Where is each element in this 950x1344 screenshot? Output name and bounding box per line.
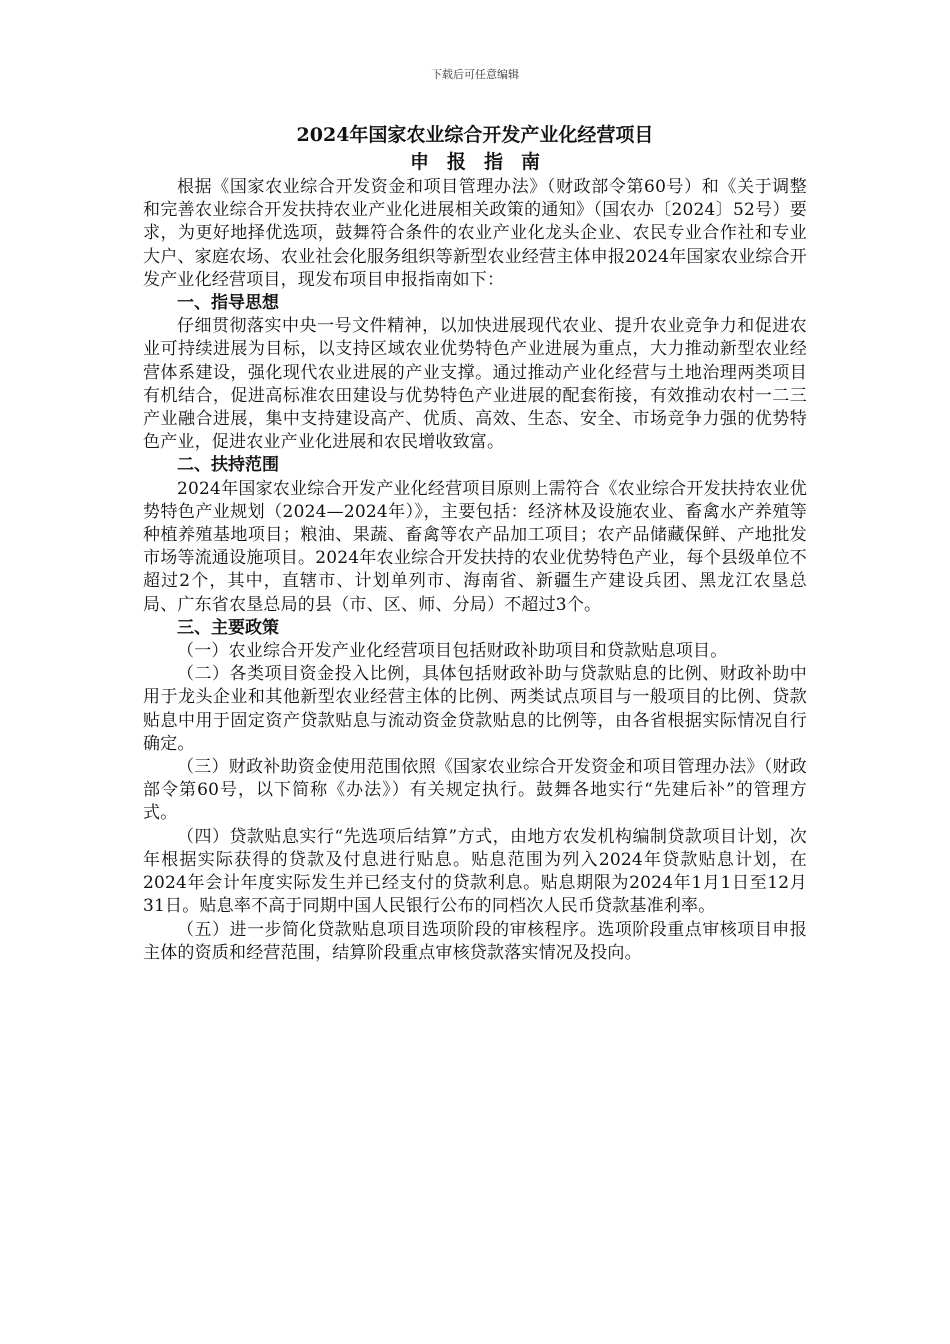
section-heading-guiding-ideology: 一、指导思想 [177,293,279,314]
document-title: 2024年国家农业综合开发产业化经营项目 [296,124,654,146]
document-body [143,122,807,965]
policy-item-3: （三）财政补助资金使用范围依照《国家农业综合开发资金和项目管理办法》（财政部令第60号，以下简称《办法》）有关规定执行。鼓舞各地实行“先建后补”的管理方式。 [143,757,807,824]
section-heading-main-policies: 三、主要政策 [177,617,279,638]
policy-item-2: （二）各类项目资金投入比例，具体包括财政补助与贷款贴息的比例、财政补助中用于龙头企业和其他新型农业经营主体的比例、两类试点项目与一般项目的比例、贷款贴息中用于固定资产贷款贴息与流动资金贷款贴息的比例等，由各省根据实际情况自行确定。 [143,664,807,754]
policy-item-4: （四）贷款贴息实行“先选项后结算”方式，由地方农发机构编制贷款项目计划，次年根据实际获得的贷款及付息进行贴息。贴息范围为列入2024年贷款贴息计划，在2024年会计年度实际发生并已经支付的贷款利息。贴息期限为2024年1月1日至12月31日。贴息率不高于同期中国人民银行公布的同档次人民币贷款基准利率。 [143,826,807,917]
intro-paragraph: 根据《国家农业综合开发资金和项目管理办法》（财政部令第60号）和《关于调整和完善农业综合开发扶持农业产业化进展相关政策的通知》（国农办〔2024〕52号）要求，为更好地择优选项，鼓舞符合条件的农业产业化龙头企业、农民专业合作社和专业大户、家庭农场、农业社会化服务组织等新型农业经营主体申报2024年国家农业综合开发产业化经营项目，现发布项目申报指南如下： [143,177,808,290]
header-note: 下载后可任意编辑 [431,68,519,81]
section-paragraph: 仔细贯彻落实中央一号文件精神，以加快进展现代农业、提升农业竞争力和促进农业可持续进展为目标，以支持区域农业优势特色产业进展为重点，大力推动新型农业经营体系建设，强化现代农业进展的产业支撑。通过推动产业化经营与土地治理两类项目有机结合，促进高标准农田建设与优势特色产业进展的配套衔接，有效推动农村一二三产业融合进展，集中支持建设高产、优质、高效、生态、安全、市场竞争力强的优势特色产业，促进农业产业化进展和农民增收致富。 [143,316,807,453]
section-paragraph: 2024年国家农业综合开发产业化经营项目原则上需符合《农业综合开发扶持农业优势特色产业规划（2024—2024年）》，主要包括：经济林及设施农业、畜禽水产养殖等种植养殖基地项目；粮油、果蔬、畜禽等农产品加工项目；农产品储藏保鲜、产地批发市场等流通设施项目。2024年农业综合开发扶持的农业优势特色产业，每个县级单位不超过2个，其中，直辖市、计划单列市、海南省、新疆生产建设兵团、黑龙江农垦总局、广东省农垦总局的县（市、区、师、分局）不超过3个。 [143,478,807,615]
section-heading-support-scope: 二、扶持范围 [177,455,279,476]
document-subtitle: 申报指南 [409,151,558,173]
policy-item-1: （一）农业综合开发产业化经营项目包括财政补助项目和贷款贴息项目。 [177,641,728,662]
policy-item-5: （五）进一步简化贷款贴息项目选项阶段的审核程序。选项阶段重点审核项目申报主体的资质和经营范围，结算阶段重点审核贷款落实情况及投向。 [143,919,807,963]
